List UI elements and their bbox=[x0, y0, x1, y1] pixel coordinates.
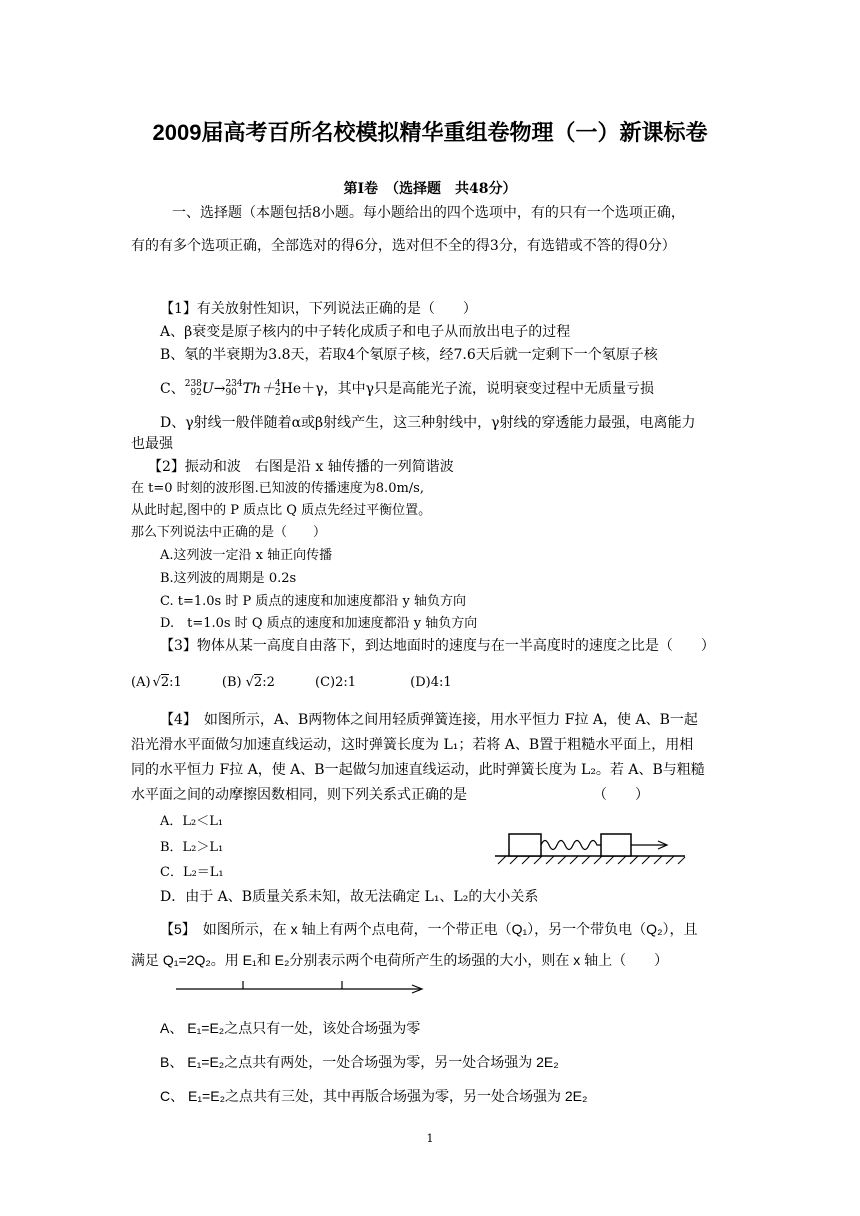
q4-option-d: D．由于 A、B质量关系未知，故无法确定 L₁、L₂的大小关系 bbox=[160, 889, 539, 905]
q5-line1: 【5】 如图所示，在 x 轴上有两个点电荷，一个带正电（Q₁），另一个带负电（Q₂），且 bbox=[160, 921, 698, 937]
q1-c-he: He＋γ，其中γ只是高能光子流，说明衰变过程中无质量亏损 bbox=[280, 381, 654, 397]
q4-option-a: A．L₂＜L₁ bbox=[160, 814, 224, 829]
instructions-line-2: 有的有多个选项正确，全部选对的得6分，选对但不全的得3分，有选错或不答的得0分） bbox=[131, 238, 676, 254]
q1-c-u-mass: 238 bbox=[184, 379, 202, 389]
q3-b-label: (B) bbox=[221, 675, 242, 690]
q5-x-axis-figure bbox=[172, 978, 427, 998]
q1-c-th-charge: 90 bbox=[225, 388, 237, 398]
q3-b-radical: √2 bbox=[245, 675, 263, 690]
q3-a-tail: :1 bbox=[169, 675, 182, 690]
q1-c-th-nuclide bbox=[225, 380, 242, 398]
q5-option-a: A、 E₁=E₂之点只有一处，该处合场强为零 bbox=[160, 1020, 421, 1036]
q4-line4: 水平面之间的动摩擦因数相同，则下列关系式正确的是 bbox=[131, 787, 467, 803]
q2-option-b: B.这列波的周期是 0.2s bbox=[160, 571, 297, 586]
instructions-line-1: 一、选择题（本题包括8小题。每小题给出的四个选项中，有的只有一个选项正确， bbox=[172, 205, 685, 221]
q1-option-c bbox=[160, 379, 654, 399]
q5-line2: 满足 Q₁=2Q₂。用 E₁和 E₂分别表示两个电荷所产生的场强的大小，则在 x 轴上（ ） bbox=[131, 952, 669, 968]
q3-a-radicand: 2 bbox=[160, 675, 170, 690]
document-title: 2009届高考百所名校模拟精华重组卷物理（一）新课标卷 bbox=[152, 120, 708, 145]
q2-option-d: D. t=1.0s 时 Q 质点的速度和加速度都沿 y 轴负方向 bbox=[160, 616, 478, 631]
q1-c-u: U→ bbox=[201, 381, 226, 397]
q4-line2: 沿光滑水平面做匀加速直线运动，这时弹簧长度为 L₁；若将 A、B置于粗糙水平面上，用相 bbox=[131, 737, 694, 753]
q3-option-c: (C)2:1 bbox=[315, 675, 357, 690]
q3-option-b bbox=[222, 675, 275, 690]
q4-line3: 同的水平恒力 F拉 A，使 A、B一起做匀加速直线运动，此时弹簧长度为 L₂。若 A、B与粗糙 bbox=[131, 762, 705, 778]
q1-option-d-line2: 也最强 bbox=[131, 436, 173, 452]
q2-option-c: C. t=1.0s 时 P 质点的速度和加速度都沿 y 轴负方向 bbox=[160, 594, 466, 609]
q4-block-b bbox=[509, 834, 541, 856]
q2-line3: 从此时起,图中的 P 质点比 Q 质点先经过平衡位置。 bbox=[131, 503, 432, 518]
q3-options bbox=[131, 673, 452, 693]
q3-a-label: (A) bbox=[131, 675, 151, 690]
q2-line4: 那么下列说法中正确的是（ ） bbox=[131, 525, 327, 540]
q3-option-a bbox=[131, 675, 182, 690]
q1-c-he-charge: 2 bbox=[274, 388, 281, 398]
q1-stem: 【1】有关放射性知识，下列说法正确的是（ ） bbox=[160, 301, 477, 317]
q4-spring-blocks-figure bbox=[490, 828, 690, 868]
q1-c-u-charge: 92 bbox=[190, 388, 202, 398]
q1-option-d-line1: D、γ射线一般伴随着α或β射线产生，这三种射线中，γ射线的穿透能力最强，电离能力 bbox=[160, 415, 696, 431]
q2-line1: 【2】振动和波 右图是沿 x 轴传播的一列简谐波 bbox=[148, 459, 454, 475]
q5-option-b: B、 E₁=E₂之点共有两处，一处合场强为零，另一处合场强为 2E₂ bbox=[160, 1054, 559, 1070]
q1-c-prefix: C、 bbox=[160, 381, 185, 397]
q4-option-c: C．L₂＝L₁ bbox=[160, 865, 224, 880]
q2-option-a: A.这列波一定沿 x 轴正向传播 bbox=[160, 548, 333, 563]
q3-stem: 【3】物体从某一高度自由落下，到达地面时的速度与在一半高度时的速度之比是（ ） bbox=[160, 638, 715, 654]
q1-option-b: B、氡的半衰期为3.8天，若取4个氡原子核，经7.6天后就一定剩下一个氡原子核 bbox=[160, 347, 658, 363]
q2-line2: 在 t=0 时刻的波形图.已知波的传播速度为8.0m/s, bbox=[131, 481, 424, 496]
page-number: 1 bbox=[426, 1132, 434, 1145]
q4-ground-hatching bbox=[498, 856, 685, 864]
q3-a-radical: √2 bbox=[152, 675, 170, 690]
q4-option-b: B．L₂＞L₁ bbox=[160, 840, 224, 855]
q1-c-th: Th＋ bbox=[242, 381, 275, 397]
section-title: 第Ⅰ卷 （选择题 共48分） bbox=[343, 181, 517, 197]
q3-b-tail: :2 bbox=[262, 675, 275, 690]
q4-answer-paren: （ ） bbox=[593, 787, 649, 803]
q1-option-a: A、β衰变是原子核内的中子转化成质子和电子从而放出电子的过程 bbox=[160, 324, 571, 340]
q4-spring bbox=[541, 841, 601, 850]
q1-c-he-mass: 4 bbox=[274, 379, 281, 389]
q1-c-u-nuclide bbox=[185, 380, 202, 398]
q5-option-c: C、 E₁=E₂之点共有三处，其中再版合场强为零，另一处合场强为 2E₂ bbox=[160, 1088, 588, 1104]
q4-block-a bbox=[601, 834, 631, 856]
q3-b-radicand: 2 bbox=[253, 675, 263, 690]
q3-option-d: (D)4:1 bbox=[410, 675, 452, 690]
q1-c-th-mass: 234 bbox=[225, 379, 243, 389]
q4-line1: 【4】 如图所示，A、B两物体之间用轻质弹簧连接，用水平恒力 F拉 A，使 A、B一起 bbox=[160, 712, 698, 728]
